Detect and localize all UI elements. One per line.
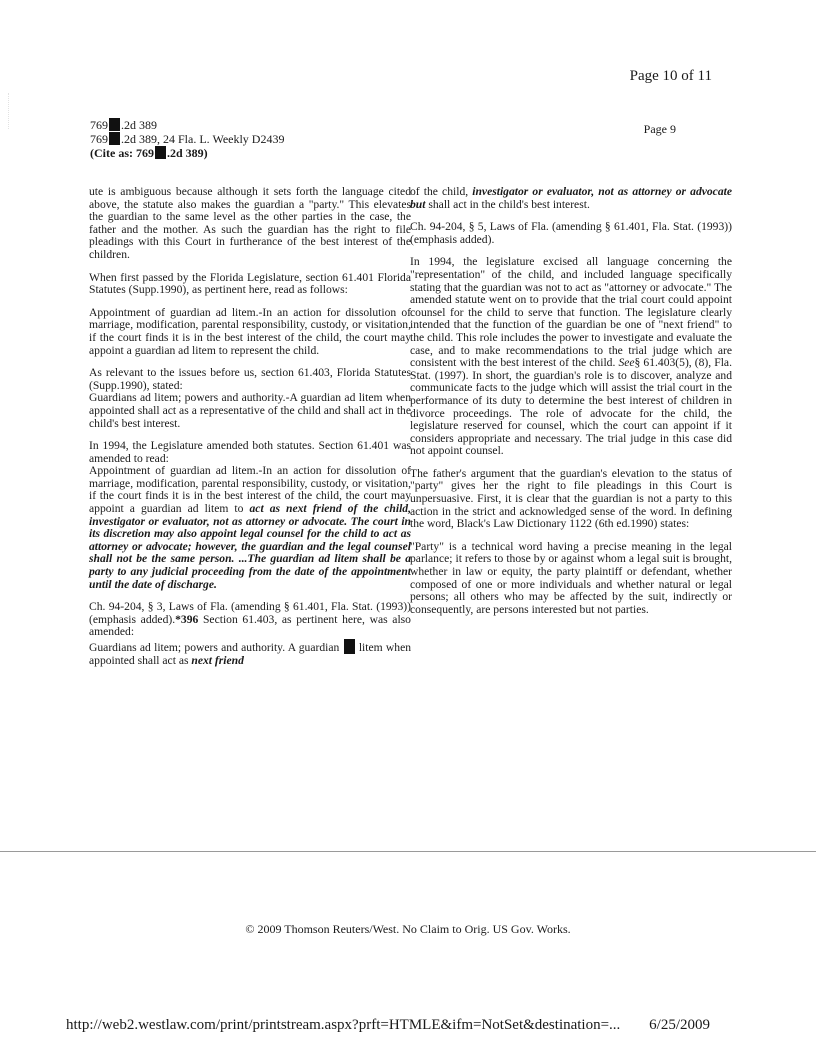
statute-quote: of the child, investigator or evaluator, not as attorney or advocate but shall act in the child's best interest. — [410, 185, 732, 211]
scan-artifact — [8, 93, 19, 129]
footer-divider — [0, 851, 816, 852]
paragraph: In 1994, the legislature excised all language concerning the "representation" of the child, and included language specifically stating that the guardian was not to act as "attorney or advocate." The amended statute went on to provide that the trial court could appoint counsel for the child to serve that function. The legislature clearly intended that the function of the guardian be one of "next friend" to the child. This role includes the power to investigate and evaluate the case, and to make recommendations to the trial judge which are consistent with the best interest of the child. See§ 61.403(5), (8), Fla. Stat. (1997). In short, the guardian's role is to discover, analyze and communicate facts to the judge which will assist the trial court in the performance of its duty to determine the best interest of children in divorce proceedings. The role of advocate for the child, the legislature reserved for counsel, which the court can appoint if it considers appropriate and necessary. The trial judge in this case did not appoint counsel. — [410, 255, 732, 458]
paragraph: As relevant to the issues before us, section 61.403, Florida Statutes (Supp.1990), stated: — [89, 366, 411, 392]
citation-line-2: 769 .2d 389, 24 Fla. L. Weekly D2439 — [90, 132, 285, 146]
paragraph: Ch. 94-204, § 5, Laws of Fla. (amending § 61.401, Fla. Stat. (1993)) (emphasis added). — [410, 220, 732, 246]
paragraph: In 1994, the Legislature amended both statutes. Section 61.401 was amended to read: — [89, 439, 411, 465]
statute-quote: Appointment of guardian ad litem.-In an action for dissolution of marriage, modification, parental responsibility, custody, or visitation, if the court finds it is in the best interest of the child, the court may appoint a guardian ad litem to represent the child. — [89, 305, 411, 357]
print-date: 6/25/2009 — [649, 1017, 710, 1033]
paragraph: The father's argument that the guardian's elevation to the status of "party" gives her the right to file pleadings in this Court is unpersuasive. First, it is clear that the guardian is not a party to this action in the strict and acknowledged sense of the word. In defining the word, Black's Law Dictionary 1122 (6th ed.1990) states: — [410, 466, 732, 531]
citation-block — [90, 118, 284, 160]
paragraph: Ch. 94-204, § 3, Laws of Fla. (amending § 61.401, Fla. Stat. (1993))(emphasis added).*396 Section 61.403, as pertinent here, was also amended: — [89, 600, 411, 639]
statute-quote: Guardians ad litem; powers and authority.-A guardian ad litem when appointed shall act as a representative of the child and shall act in the child's best interest. — [89, 391, 411, 430]
redaction-mark — [109, 132, 120, 145]
left-column — [89, 186, 411, 667]
redaction-mark — [109, 118, 120, 131]
right-column — [410, 186, 732, 626]
definition-quote: "Party" is a technical word having a precise meaning in the legal parlance; it refers to those by or against whom a legal suit is brought, whether in law or equity, the party plaintiff or defendant, whether composed of one or more individuals and whether natural or legal persons; all others who may be affected by the suit, indirectly or consequently, are persons interested but not parties. — [410, 539, 732, 616]
page-label: Page 9 — [643, 122, 676, 136]
redaction-mark — [344, 639, 355, 654]
paragraph: ute is ambiguous because although it sets forth the language cited above, the statute also makes the guardian a "party." This elevates the guardian to the same level as the other parties in the case, the father and the mother. As such the guardian has the right to file pleadings with this Court in furtherance of the best interest of the children. — [89, 185, 411, 261]
page-count: Page 10 of 11 — [629, 68, 712, 84]
statute-quote: Guardians ad litem; powers and authority. A guardian litem when appointed shall act as next friend — [89, 641, 412, 667]
paragraph: When first passed by the Florida Legislature, section 61.401 Florida Statutes (Supp.1990), as pertinent here, read as follows: — [89, 270, 411, 297]
copyright-notice: © 2009 Thomson Reuters/West. No Claim to Orig. US Gov. Works. — [245, 922, 571, 936]
star-page: *396 — [175, 612, 199, 626]
citation-line-1: 769 .2d 389 — [90, 118, 157, 132]
statute-quote: Appointment of guardian ad litem.-In an action for dissolution of marriage, modification, parental responsibility, custody, or visitation, if the court finds it is in the best interest of the child, the court may appoint a guardian ad litem to act as next friend of the child, investigator or evaluator, not as attorney or advocate. The court in its discretion may also appoint legal counsel for the child to act as attorney or advocate; however, the guardian and the legal counsel shall not be the same person. ...The guardian ad litem shall be a party to any judicial proceeding from the date of the appointment until the date of discharge. — [89, 464, 411, 591]
redaction-mark — [155, 146, 166, 159]
print-url: http://web2.westlaw.com/print/printstream.aspx?prft=HTMLE&ifm=NotSet&destination=... — [66, 1017, 621, 1033]
citation-line-3: (Cite as: 769 .2d 389) — [90, 146, 208, 160]
